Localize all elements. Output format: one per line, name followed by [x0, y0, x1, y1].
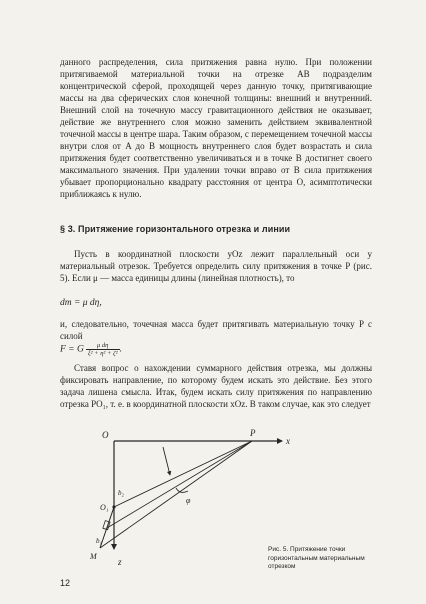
- force-arrow: [163, 447, 170, 475]
- paragraph-end: Ставя вопрос о нахождении суммарного действия отрезка, мы должны фиксировать направление, по которому будем искать это действие. Без этого задача лишена смысла. Итак, будем искать силу притяжения по направлению отрезка PO₁, т. е. в координатной плоскости xOz. В таком случае, как это следует: [60, 363, 372, 409]
- label-origin: O: [102, 430, 109, 440]
- formula-force-tail: .: [119, 344, 122, 355]
- paragraph-intro: Пусть в координатной плоскости yOz лежит параллельный оси y материальный отрезок. Требуется определить силу притяжения в точке P (рис. 5). Если μ — масса единицы длины (линейная плотность), то: [60, 249, 372, 283]
- formula-force-denominator: ξ² + η² + ζ²: [87, 350, 118, 357]
- line-p-b2: [107, 441, 252, 528]
- formula-dm: dm = μ dη,: [60, 298, 102, 308]
- point-o1-dot: [112, 505, 115, 508]
- label-p: P: [250, 428, 256, 438]
- label-z: z: [118, 557, 122, 567]
- section-heading: § 3. Притяжение горизонтального отрезка и линии: [60, 224, 291, 234]
- paragraph-top: данного распределения, сила притяжения равна нулю. При положении притягиваемой материальной точки на отрезке AB подразделим концентрической сферой, проходящей через данную точку, притягивающие массы на два сферических слоя конечной толщины: внешний и внутренний. Внешний слой на точечную массу гравитационного действия не оказывает, действие же внутреннего слоя можно заменить действием эквивалентной точечной массы в центре шара. Таким образом, с перемещением точечной массы внутри слоя от A до B мощность внутреннего слоя будет возрастать и сила притяжения будет соответственно увеличиваться и в точке B достигнет своего максимального значения. При удалении точки вправо от B сила притяжения убывает пропорционально квадрату расстояния от центра O, асимптотически приближаясь к нулю.: [60, 57, 372, 199]
- label-o1: O₁: [100, 503, 109, 512]
- figure-caption: Рис. 5. Притяжение точки горизонтальным материальным отрезком: [268, 546, 365, 570]
- label-m: M: [90, 552, 97, 561]
- formula-force-fraction: [86, 342, 120, 357]
- label-phi: φ: [186, 496, 191, 505]
- label-b1: b₁: [96, 537, 102, 545]
- formula-force: [60, 342, 122, 357]
- paragraph-mid: и, следовательно, точечная масса будет притягивать материальную точку P с силой: [60, 319, 372, 341]
- label-x: x: [286, 436, 290, 446]
- formula-force-numerator: μ dη: [86, 342, 120, 350]
- label-b2: b₂: [118, 489, 124, 497]
- line-p-o1: [114, 441, 252, 507]
- page-number: 12: [60, 578, 71, 588]
- formula-force-lhs: F = G: [60, 344, 84, 355]
- segment-m-o1: [100, 507, 114, 548]
